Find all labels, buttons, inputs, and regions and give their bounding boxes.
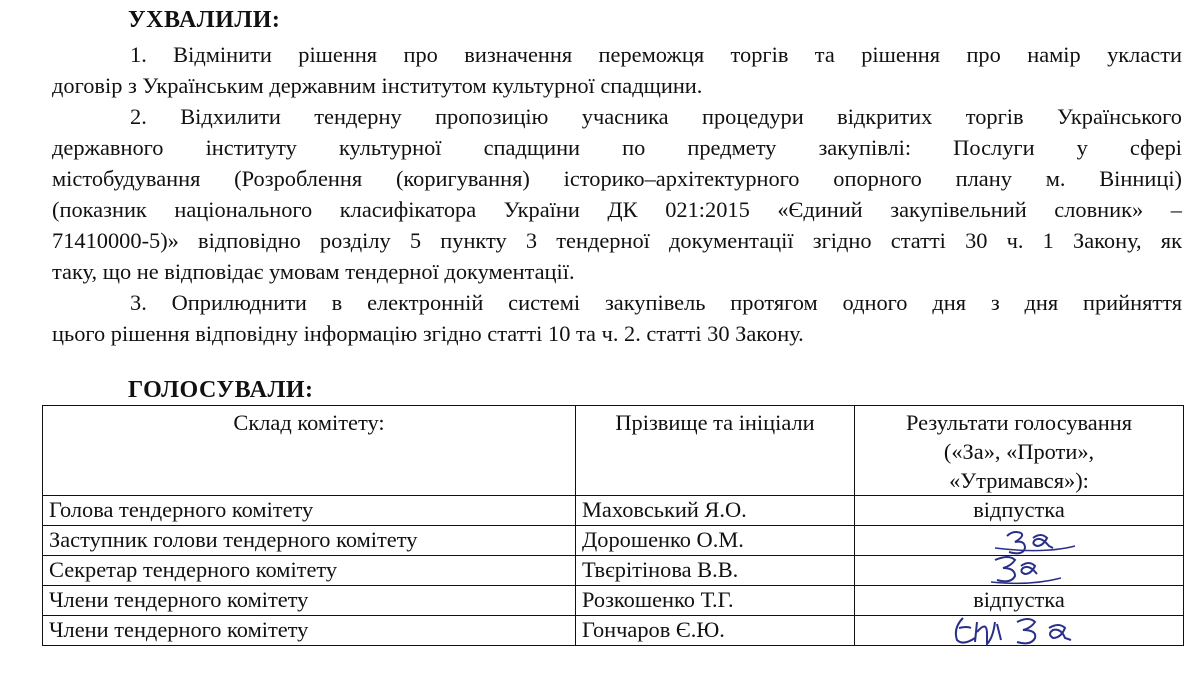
member-name: Розкошенко Т.Г. — [576, 586, 855, 616]
member-vote-handwritten — [855, 526, 1184, 556]
header-name: Прізвище та ініціали — [576, 406, 855, 496]
handwritten-za-mark — [855, 522, 1185, 558]
header-result — [855, 406, 1184, 496]
header-result-line: Результати голосування — [905, 410, 1133, 435]
member-name: Маховський Я.О. — [576, 496, 855, 526]
text-line: містобудування (Розроблення (коригування) історико–архітектурного опорного плану м. Вінниці) — [52, 166, 1182, 191]
member-vote: відпустка — [855, 496, 1184, 526]
resolution-item-2 — [52, 101, 1182, 287]
member-role: Члени тендерного комітету — [43, 616, 576, 646]
text-line: 3. Оприлюднити в електронній системі закупівель протягом одного дня з дня прийняття — [130, 290, 1182, 315]
signature-and-za-mark — [855, 612, 1185, 648]
table-row — [43, 556, 1184, 586]
text-line: 1. Відмінити рішення про визначення переможця торгів та рішення про намір укласти — [130, 42, 1182, 67]
resolved-heading: УХВАЛИЛИ: — [128, 7, 281, 33]
text-line: (показник національного класифікатора України ДК 021:2015 «Єдиний закупівельний словник» – — [52, 197, 1182, 222]
member-name: Дорошенко О.М. — [576, 526, 855, 556]
text-line: таку, що не відповідає умовам тендерної документації. — [52, 259, 575, 284]
member-role: Заступник голови тендерного комітету — [43, 526, 576, 556]
text-line: договір з Українським державним інститутом культурної спадщини. — [52, 73, 703, 98]
table-row — [43, 586, 1184, 616]
member-vote: відпустка — [855, 586, 1184, 616]
member-name: Твєрітінова В.В. — [576, 556, 855, 586]
member-role: Голова тендерного комітету — [43, 496, 576, 526]
handwritten-za-mark — [855, 552, 1185, 588]
header-result-line: «Утримався»): — [949, 468, 1089, 493]
voted-heading: ГОЛОСУВАЛИ: — [128, 377, 314, 403]
text-line: 71410000-5)» відповідно розділу 5 пункту 3 тендерної документації згідно статті 30 ч. 1 Закону, як — [52, 228, 1182, 253]
text-line: 2. Відхилити тендерну пропозицію учасника процедури відкритих торгів Українського — [130, 104, 1182, 129]
member-name: Гончаров Є.Ю. — [576, 616, 855, 646]
table-row — [43, 526, 1184, 556]
member-vote-handwritten — [855, 616, 1184, 646]
table-header-row — [43, 406, 1184, 496]
member-role: Члени тендерного комітету — [43, 586, 576, 616]
header-result-line: («За», «Проти», — [943, 439, 1095, 464]
resolution-item-3 — [52, 287, 1182, 349]
text-line: цього рішення відповідну інформацію згідно статті 10 та ч. 2. статті 30 Закону. — [52, 321, 804, 346]
table-row — [43, 616, 1184, 646]
voting-table — [42, 405, 1184, 646]
header-composition: Склад комітету: — [43, 406, 576, 496]
resolution-item-1 — [52, 39, 1182, 101]
text-line: державного інституту культурної спадщини по предмету закупівлі: Послуги у сфері — [52, 135, 1182, 160]
table-row — [43, 496, 1184, 526]
member-vote-handwritten — [855, 556, 1184, 586]
member-role: Секретар тендерного комітету — [43, 556, 576, 586]
